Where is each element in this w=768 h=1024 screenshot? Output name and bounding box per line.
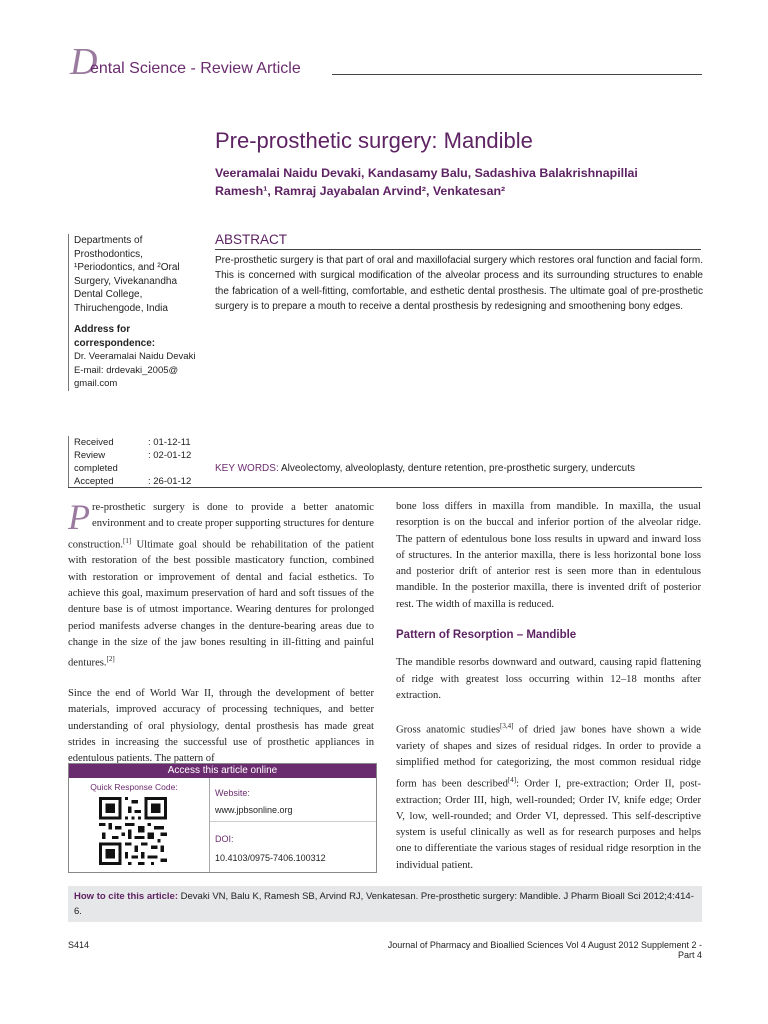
body-column-right	[396, 499, 701, 888]
paragraph-text: re-prosthetic surgery is done to provide a better anatomic environment and to create proper supporting structures for denture construction.	[68, 502, 374, 551]
reference-marker[interactable]: [4]	[507, 775, 517, 784]
access-box-header: Access this article online	[69, 764, 376, 778]
body-column-left	[68, 497, 374, 782]
affiliation-line: Surgery, Vivekanandha	[74, 275, 178, 287]
abstract-text: Pre-prosthetic surgery is that part of oral and maxillofacial surgery which restores oral function and facial form. This is concerned with surgical modification of the alveolar process and its surrounding structures to enable the fabrication of a well-fitting, comfortable, and esthetic dental prosthesis. The ultimate goal of pre-prosthetic surgery is to prepare a mouth to receive a dental prosthesis by redesigning and smoothening bony edges.	[215, 255, 703, 312]
affiliation-line: Prosthodontics,	[74, 248, 143, 260]
citation-text: Devaki VN, Balu K, Ramesh SB, Arvind RJ, Venkatesan. Pre-prosthetic surgery: Mandible. J Pharm Bioall Sci 2012;4:414-6.	[74, 891, 694, 917]
keywords-text: Alveolectomy, alveoloplasty, denture retention, pre-prosthetic surgery, undercuts	[278, 463, 636, 474]
date-row-review	[74, 449, 214, 475]
paragraph-text: of dried jaw bones have shown a wide variety of shapes and sizes of residual ridges. In order to provide a simplified method for categorizing, the most common residual ridge form has been described	[396, 724, 701, 790]
citation-box	[68, 886, 702, 922]
access-article-box	[68, 763, 377, 873]
date-value: : 02-01-12	[148, 450, 192, 461]
keywords-label: KEY WORDS:	[215, 463, 279, 474]
header-dropcap: D	[70, 41, 98, 83]
affiliation-block	[68, 234, 208, 391]
date-row-received	[74, 436, 214, 449]
body-paragraph: The mandible resorbs downward and outward, causing rapid flattening of ridge with greatest loss occurring within 12–18 months after extraction.	[396, 657, 701, 701]
affiliation-line: ¹Periodontics, and ²Oral	[74, 262, 180, 273]
website-link[interactable]: www.jpbsonline.org	[215, 805, 293, 815]
page-number: S414	[68, 940, 90, 950]
paragraph-text: Gross anatomic studies	[396, 724, 500, 736]
citation-label: How to cite this article:	[74, 891, 178, 902]
body-paragraph: bone loss differs in maxilla from mandible. In maxilla, the usual resorption is on the buccal and inferior portion of the alveolar ridge. The pattern of edentulous bone loss results in upward and inward loss of structures. In the anterior maxilla, there is less horizontal bone loss and posterior drift of anterior rest is seen more than in edentulous mandible. In the posterior maxilla, there is invented drift of posterior rest. The width of maxilla is reduced.	[396, 501, 701, 610]
header-rule	[332, 74, 702, 75]
keywords	[215, 463, 703, 474]
authors-line-1: Veeramalai Naidu Devaki, Kandasamy Balu, Sadashiva Balakrishnapillai	[215, 166, 638, 180]
submission-dates	[68, 436, 214, 488]
affiliation-line: Departments of	[74, 235, 143, 246]
qr-code-icon[interactable]	[99, 797, 167, 865]
correspondence-name: Dr. Veeramalai Naidu Devaki	[74, 351, 196, 362]
article-title: Pre-prosthetic surgery: Mandible	[215, 128, 533, 153]
author-list	[215, 164, 695, 200]
correspondence-heading: Address for correspondence:	[74, 324, 156, 349]
authors-line-2: Ramesh¹, Ramraj Jayabalan Arvind², Venkatesan²	[215, 184, 506, 198]
abstract-heading: ABSTRACT	[215, 232, 701, 250]
reference-marker[interactable]: [2]	[106, 655, 115, 664]
body-paragraph	[68, 497, 374, 672]
paragraph-dropcap: P	[68, 497, 90, 537]
access-box-divider	[209, 778, 210, 872]
correspondence-email-domain[interactable]: gmail.com	[74, 378, 118, 389]
date-value: : 01-12-11	[148, 437, 191, 448]
section-heading: Pattern of Resorption – Mandible	[396, 629, 577, 642]
website-label: Website:	[215, 788, 250, 798]
running-header	[70, 41, 702, 83]
doi-link[interactable]: 10.4103/0975-7406.100312	[215, 853, 326, 863]
header-section-label: ental Science - Review Article	[90, 60, 301, 77]
qr-code-label: Quick Response Code:	[90, 782, 178, 792]
journal-footer: Journal of Pharmacy and Bioallied Sciences Vol 4 August 2012 Supplement 2 - Part 4	[387, 940, 702, 960]
paragraph-text: Ultimate goal should be rehabilitation of the patient with restoration of the best possible masticatory function, combined with restoration or improvement of dental and facial esthetics. To achieve this goal, maximum preservation of hard and soft tissues of the denture base is of utmost importance. Wearing dentures for prolonged period manifests adverse changes in the denture-bearing areas due to change in the size of the jaw bones resulting in ill-fitting and painful dentures.	[68, 539, 374, 669]
access-box-row-divider	[210, 821, 376, 822]
date-label: Received	[74, 437, 114, 448]
paragraph-text: : Order I, pre-extraction; Order II, post-extraction; Order III, high, well-rounded; Order IV, knife edge; Order V, low, well-rounded; and Order VI, depressed. This self-descriptive system is useful clinically as well as for research purposes and helps one to differentiate the various stages of residual ridge resorption in the individual patient.	[396, 778, 701, 871]
date-label: Review completed	[74, 450, 118, 474]
reference-marker[interactable]: [3,4]	[499, 722, 514, 731]
doi-label: DOI:	[215, 834, 234, 844]
body-paragraph: Since the end of World War II, through the development of better materials, improved accuracy of processing techniques, and better understanding of oral physiology, dental prosthesis has made great strides in increasing the successful use of prosthetic appliances in edentulous patients. The pattern of	[68, 688, 374, 765]
date-label: Accepted	[74, 476, 114, 487]
body-paragraph	[396, 718, 701, 874]
affiliation-line: Thiruchengode, India	[74, 302, 168, 314]
body-divider	[68, 487, 702, 488]
affiliation-line: Dental College,	[74, 289, 143, 300]
date-value: : 26-01-12	[148, 476, 192, 487]
correspondence-email[interactable]: E-mail: drdevaki_2005@	[74, 364, 179, 376]
reference-marker[interactable]: [1]	[123, 536, 132, 545]
